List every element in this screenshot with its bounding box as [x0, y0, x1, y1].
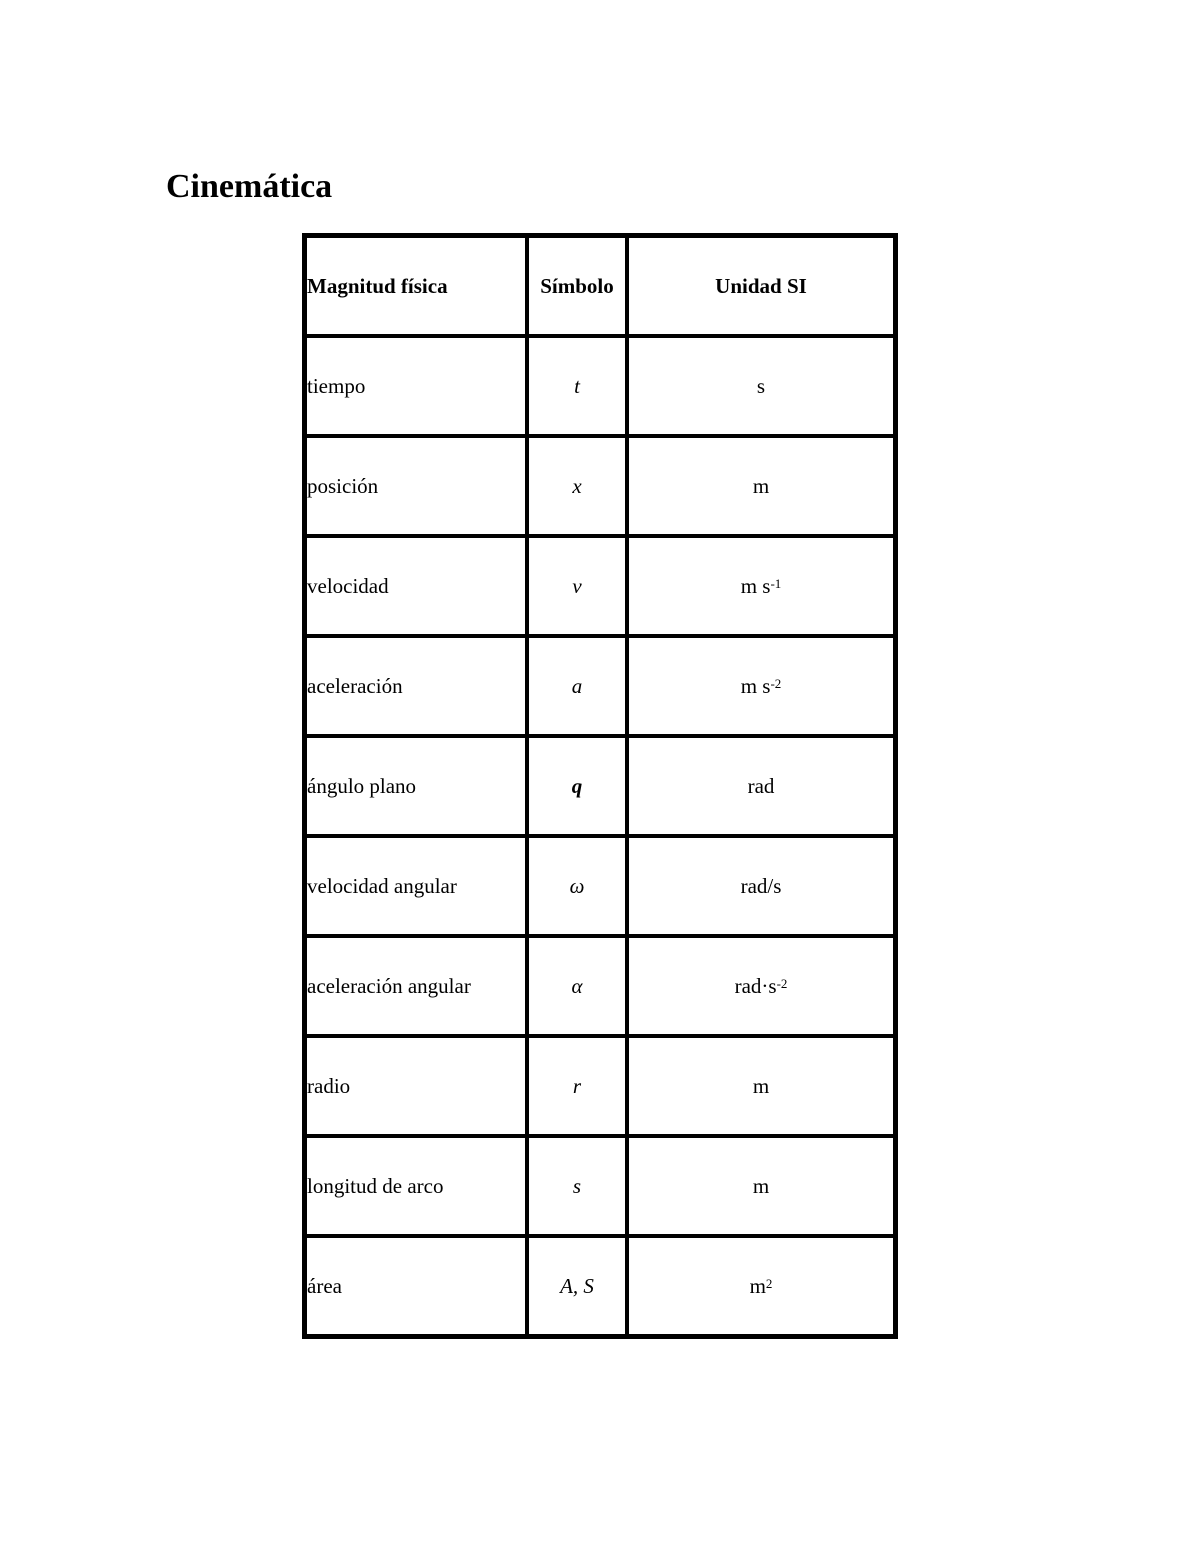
table-row	[305, 436, 895, 536]
magnitude-cell: velocidad	[305, 536, 527, 636]
header-magnitude: Magnitud física	[305, 236, 527, 336]
table-row	[305, 336, 895, 436]
header-unit: Unidad SI	[627, 236, 895, 336]
table-row	[305, 936, 895, 1036]
symbol-cell: a	[527, 636, 627, 736]
page-title: Cinemática	[166, 168, 333, 205]
unit-exponent: -2	[770, 676, 782, 691]
symbol-cell: s	[527, 1136, 627, 1236]
unit-cell	[627, 936, 895, 1036]
table-row	[305, 1036, 895, 1136]
unit-exponent: 2	[765, 1276, 773, 1291]
table-row	[305, 536, 895, 636]
unit-text: m	[752, 1174, 770, 1198]
table-row	[305, 836, 895, 936]
unit-exponent: -2	[776, 976, 788, 991]
unit-text: m s	[740, 574, 771, 598]
magnitude-cell: aceleración	[305, 636, 527, 736]
unit-text: m	[749, 1274, 766, 1298]
unit-text: m	[752, 1074, 770, 1098]
magnitude-cell: longitud de arco	[305, 1136, 527, 1236]
symbol-cell: ω	[527, 836, 627, 936]
unit-text: rad·s	[734, 974, 777, 998]
table-row	[305, 736, 895, 836]
symbol-cell: t	[527, 336, 627, 436]
magnitude-cell: tiempo	[305, 336, 527, 436]
table-row	[305, 636, 895, 736]
table-row	[305, 1236, 895, 1336]
unit-cell	[627, 436, 895, 536]
unit-text: rad/s	[740, 874, 782, 898]
unit-cell	[627, 1036, 895, 1136]
magnitude-cell: aceleración angular	[305, 936, 527, 1036]
symbol-cell: r	[527, 1036, 627, 1136]
symbol-cell: x	[527, 436, 627, 536]
table-row	[305, 1136, 895, 1236]
symbol-cell: v	[527, 536, 627, 636]
magnitude-cell: área	[305, 1236, 527, 1336]
unit-cell	[627, 836, 895, 936]
symbol-cell: q	[527, 736, 627, 836]
unit-cell	[627, 736, 895, 836]
unit-text: s	[756, 374, 766, 398]
unit-exponent: -1	[770, 576, 782, 591]
unit-cell	[627, 1136, 895, 1236]
symbol-cell: α	[527, 936, 627, 1036]
magnitude-cell: radio	[305, 1036, 527, 1136]
unit-cell	[627, 536, 895, 636]
units-table	[302, 233, 898, 1339]
magnitude-cell: velocidad angular	[305, 836, 527, 936]
unit-cell	[627, 1236, 895, 1336]
unit-cell	[627, 636, 895, 736]
magnitude-cell: ángulo plano	[305, 736, 527, 836]
unit-text: m s	[740, 674, 771, 698]
table-header-row	[305, 236, 895, 336]
unit-cell	[627, 336, 895, 436]
magnitude-cell: posición	[305, 436, 527, 536]
header-symbol: Símbolo	[527, 236, 627, 336]
symbol-cell: A, S	[527, 1236, 627, 1336]
unit-text: m	[752, 474, 770, 498]
unit-text: rad	[747, 774, 775, 798]
